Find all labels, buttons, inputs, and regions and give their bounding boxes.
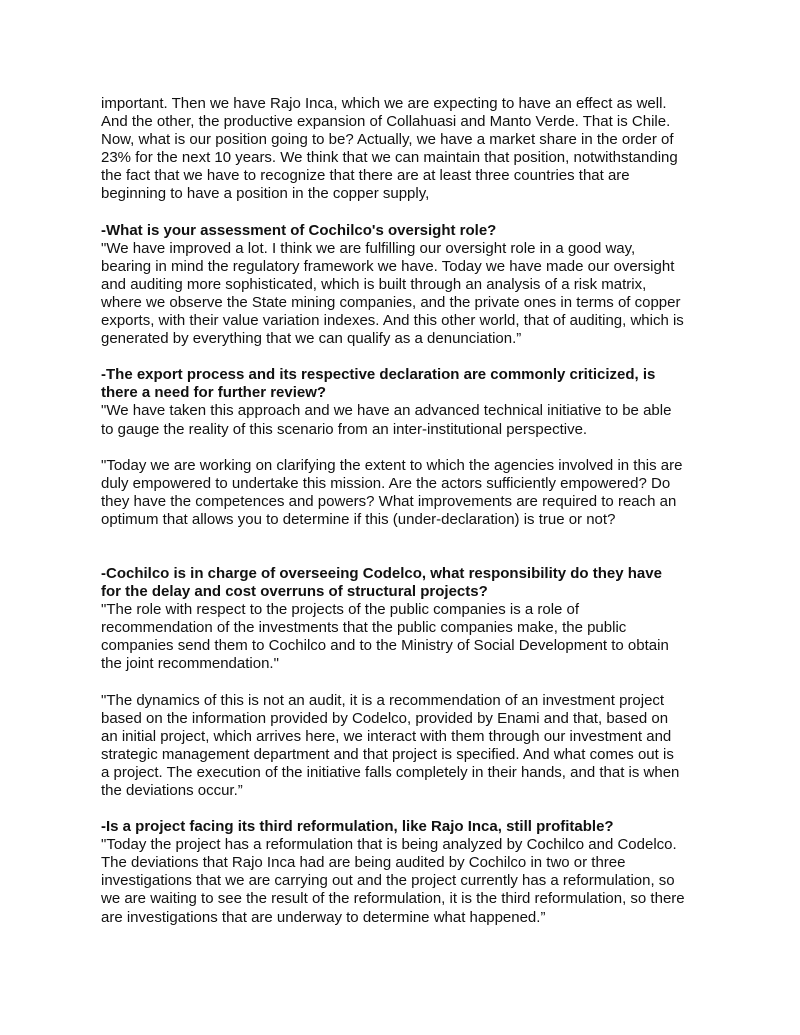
question-rajo-inca: -Is a project facing its third reformulation, like Rajo Inca, still profitable? bbox=[101, 818, 614, 836]
question-codelco-responsibility: -Cochilco is in charge of overseeing Codelco, what responsibility do they have for the delay and cost overruns of structural projects? bbox=[101, 564, 662, 601]
answer-oversight-role: "We have improved a lot. I think we are fulfilling our oversight role in a good way, bearing in mind the regulatory framework we have. Today we have made our oversight and auditing more sophisticated, which is built through an analysis of a risk matrix, where we observe the State mining companies, and the private ones in terms of copper exports, with their value variation indexes. And this other world, that of auditing, which is generated by everything that we can qualify as a denunciation.” bbox=[101, 239, 684, 348]
answer-codelco-responsibility-part1: "The role with respect to the projects of the public companies is a role of recommendation of the investments that the public companies make, the public companies send them to Cochilco and to the Ministry of Social Development to obtain the joint recommendation." bbox=[101, 601, 669, 673]
answer-codelco-responsibility-part2: "The dynamics of this is not an audit, it is a recommendation of an investment project based on the information provided by Codelco, provided by Enami and that, based on an initial project, which arrives here, we interact with them through our investment and strategic management department and that project is specified. And what comes out is a project. The execution of the initiative falls completely in their hands, and that is when the deviations occur.” bbox=[101, 691, 680, 799]
answer-export-process-part2: "Today we are working on clarifying the extent to which the agencies involved in this are duly empowered to undertake this mission. Are the actors sufficiently empowered? Do they have the competences and powers? What improvements are required to reach an optimum that allows you to determine if this (under-declaration) is true or not? bbox=[101, 456, 683, 528]
paragraph-spacer bbox=[101, 800, 711, 818]
document-page bbox=[101, 95, 711, 927]
paragraph-spacer bbox=[101, 348, 711, 366]
question-oversight-role: -What is your assessment of Cochilco's oversight role? bbox=[101, 221, 497, 239]
answer-rajo-inca: "Today the project has a reformulation that is being analyzed by Cochilco and Codelco. The deviations that Rajo Inca had are being audited by Cochilco in two or three investigations that we are carrying out and the project currently has a reformulation, so we are waiting to see the result of the reformulation, it is the third reformulation, so there are investigations that are underway to determine what happened.” bbox=[101, 836, 685, 926]
question-export-process: -The export process and its respective declaration are commonly criticized, is there a need for further review? bbox=[101, 366, 656, 402]
paragraph-spacer bbox=[101, 204, 711, 222]
answer-export-process-part1: "We have taken this approach and we have an advanced technical initiative to be able to gauge the reality of this scenario from an inter-institutional perspective. bbox=[101, 402, 672, 438]
paragraph-spacer bbox=[101, 674, 711, 692]
paragraph-spacer bbox=[101, 529, 711, 565]
intro-paragraph: important. Then we have Rajo Inca, which we are expecting to have an effect as well. And the other, the productive expansion of Collahuasi and Manto Verde. That is Chile. Now, what is our position going to be? Actually, we have a market share in the order of 23% for the next 10 years. We think that we can maintain that position, notwithstanding the fact that we have to recognize that there are at least three countries that are beginning to have a position in the copper supply, bbox=[101, 95, 678, 203]
paragraph-spacer bbox=[101, 439, 711, 457]
